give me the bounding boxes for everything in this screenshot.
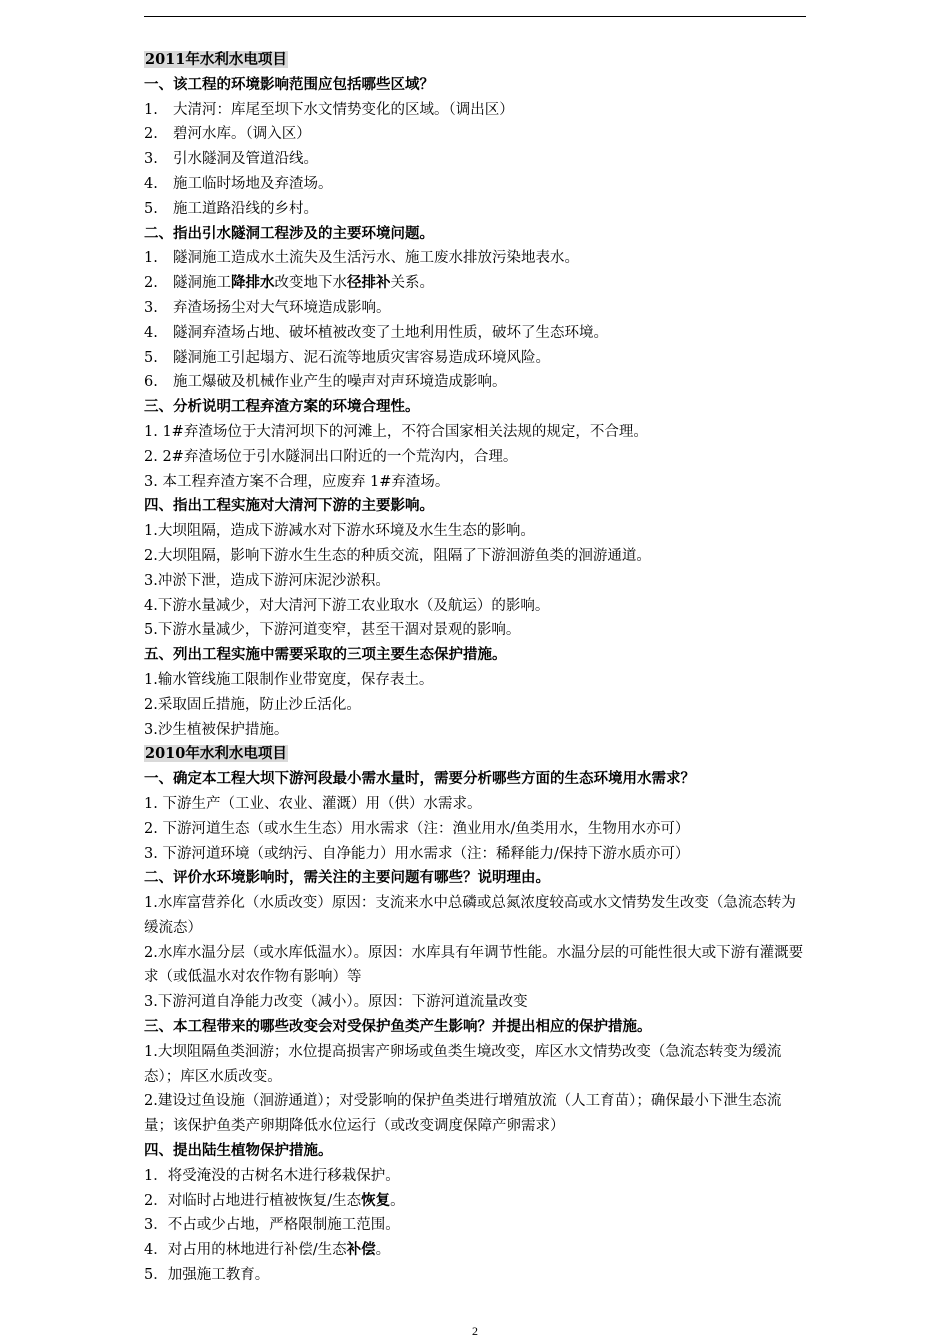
header-rule: [144, 16, 806, 17]
list-item: 6. 施工爆破及机械作业产生的噪声对声环境造成影响。: [144, 374, 507, 391]
list-item: 1. 隧洞施工造成水土流失及生活污水、施工废水排放污染地表水。: [144, 250, 579, 267]
list-item: 4．对占用的林地进行补偿/生态补偿。: [144, 1241, 391, 1259]
question-heading: 四、指出工程实施对大清河下游的主要影响。: [144, 497, 434, 515]
list-item: 2.大坝阻隔，影响下游水生生态的种质交流，阻隔了下游洄游鱼类的洄游通道。: [144, 547, 651, 564]
list-item: 1.大坝阻隔，造成下游减水对下游水环境及水生生态的影响。: [144, 523, 535, 540]
question-heading: 五、列出工程实施中需要采取的三项主要生态保护措施。: [144, 646, 507, 664]
bold-term: 补偿: [346, 1241, 376, 1259]
list-item: 3.沙生植被保护措施。: [144, 721, 289, 738]
list-item: 4. 隧洞弃渣场占地、破坏植被改变了土地利用性质，破坏了生态环境。: [144, 324, 608, 341]
list-item: 3. 引水隧洞及管道沿线。: [144, 151, 318, 168]
list-item: 3.冲淤下泄，造成下游河床泥沙淤积。: [144, 572, 390, 589]
list-item: 1.输水管线施工限制作业带宽度，保存表土。: [144, 671, 434, 688]
list-item: 1. 大清河：库尾至坝下水文情势变化的区域。（调出区）: [144, 101, 514, 118]
question-heading: 一、该工程的环境影响范围应包括哪些区域？: [144, 75, 434, 93]
list-item: 2. 下游河道生态（或水生生态）用水需求（注：渔业用水/鱼类用水，生物用水亦可）: [144, 820, 690, 837]
question-heading: 四、提出陆生植物保护措施。: [144, 1142, 333, 1160]
list-item: 2．对临时占地进行植被恢复/生态恢复。: [144, 1191, 405, 1209]
list-item: 5.下游水量减少，下游河道变窄，甚至干涸对景观的影响。: [144, 622, 521, 639]
list-item: 3．不占或少占地，严格限制施工范围。: [144, 1217, 400, 1234]
list-item: 2. 碧河水库。（调入区）: [144, 126, 311, 143]
list-item: 5．加强施工教育。: [144, 1267, 270, 1284]
list-item: 4. 施工临时场地及弃渣场。: [144, 175, 333, 192]
question-heading: 二、评价水环境影响时，需关注的主要问题有哪些？说明理由。: [144, 869, 550, 887]
bold-term: 降排水: [231, 274, 275, 292]
list-item: 1.水库富营养化（水质改变）原因：支流来水中总磷或总氮浓度较高或水文情势发生改变（急流态转为缓流态）: [144, 895, 796, 936]
list-item: 3.下游河道自净能力改变（减小）。原因：下游河道流量改变: [144, 994, 528, 1011]
list-item: 5. 隧洞施工引起塌方、泥石流等地质灾害容易造成环境风险。: [144, 349, 550, 366]
list-item: 3. 弃渣场扬尘对大气环境造成影响。: [144, 299, 391, 316]
question-heading: 三、分析说明工程弃渣方案的环境合理性。: [144, 398, 420, 416]
list-item: 2. 2#弃渣场位于引水隧洞出口附近的一个荒沟内，合理。: [144, 448, 518, 465]
section-title-2010: 2010年水利水电项目: [145, 745, 287, 763]
page-number: 2: [472, 1324, 478, 1338]
bold-term: 径排补: [347, 274, 391, 292]
list-item: 3. 本工程弃渣方案不合理，应废弃 1#弃渣场。: [144, 473, 450, 490]
question-heading: 一、确定本工程大坝下游河段最小需水量时，需要分析哪些方面的生态环境用水需求？: [144, 770, 695, 788]
document-body: [144, 48, 808, 1288]
bold-term: 恢复: [361, 1191, 391, 1209]
list-item: 1．将受淹没的古树名木进行移栽保护。: [144, 1167, 400, 1184]
question-heading: 二、指出引水隧洞工程涉及的主要环境问题。: [144, 224, 434, 242]
list-item: 1. 1#弃渣场位于大清河坝下的河滩上，不符合国家相关法规的规定，不合理。: [144, 423, 648, 440]
list-item: 4.下游水量减少，对大清河下游工农业取水（及航运）的影响。: [144, 597, 550, 614]
list-item: 1. 下游生产（工业、农业、灌溉）用（供）水需求。: [144, 795, 482, 812]
list-item: 5. 施工道路沿线的乡村。: [144, 200, 318, 217]
list-item: 2. 隧洞施工降排水改变地下水径排补关系。: [144, 274, 434, 292]
list-item: 1.大坝阻隔鱼类洄游；水位提高损害产卵场或鱼类生境改变，库区水文情势改变（急流态转变为缓流态）；库区水质改变。: [144, 1043, 782, 1085]
list-item: 2.采取固丘措施，防止沙丘活化。: [144, 696, 361, 713]
question-heading: 三、本工程带来的哪些改变会对受保护鱼类产生影响？并提出相应的保护措施。: [144, 1018, 652, 1036]
list-item: 2.水库水温分层（或水库低温水）。原因：水库具有年调节性能。水温分层的可能性很大或下游有灌溉要求（或低温水对农作物有影响）等: [144, 944, 804, 986]
list-item: 2.建设过鱼设施（洄游通道）；对受影响的保护鱼类进行增殖放流（人工育苗）；确保最小下泄生态流量；该保护鱼类产卵期降低水位运行（或改变调度保障产卵需求）: [144, 1093, 782, 1135]
section-title-2011: 2011年水利水电项目: [145, 51, 287, 68]
list-item: 3. 下游河道环境（或纳污、自净能力）用水需求（注：稀释能力/保持下游水质亦可）: [144, 845, 690, 862]
